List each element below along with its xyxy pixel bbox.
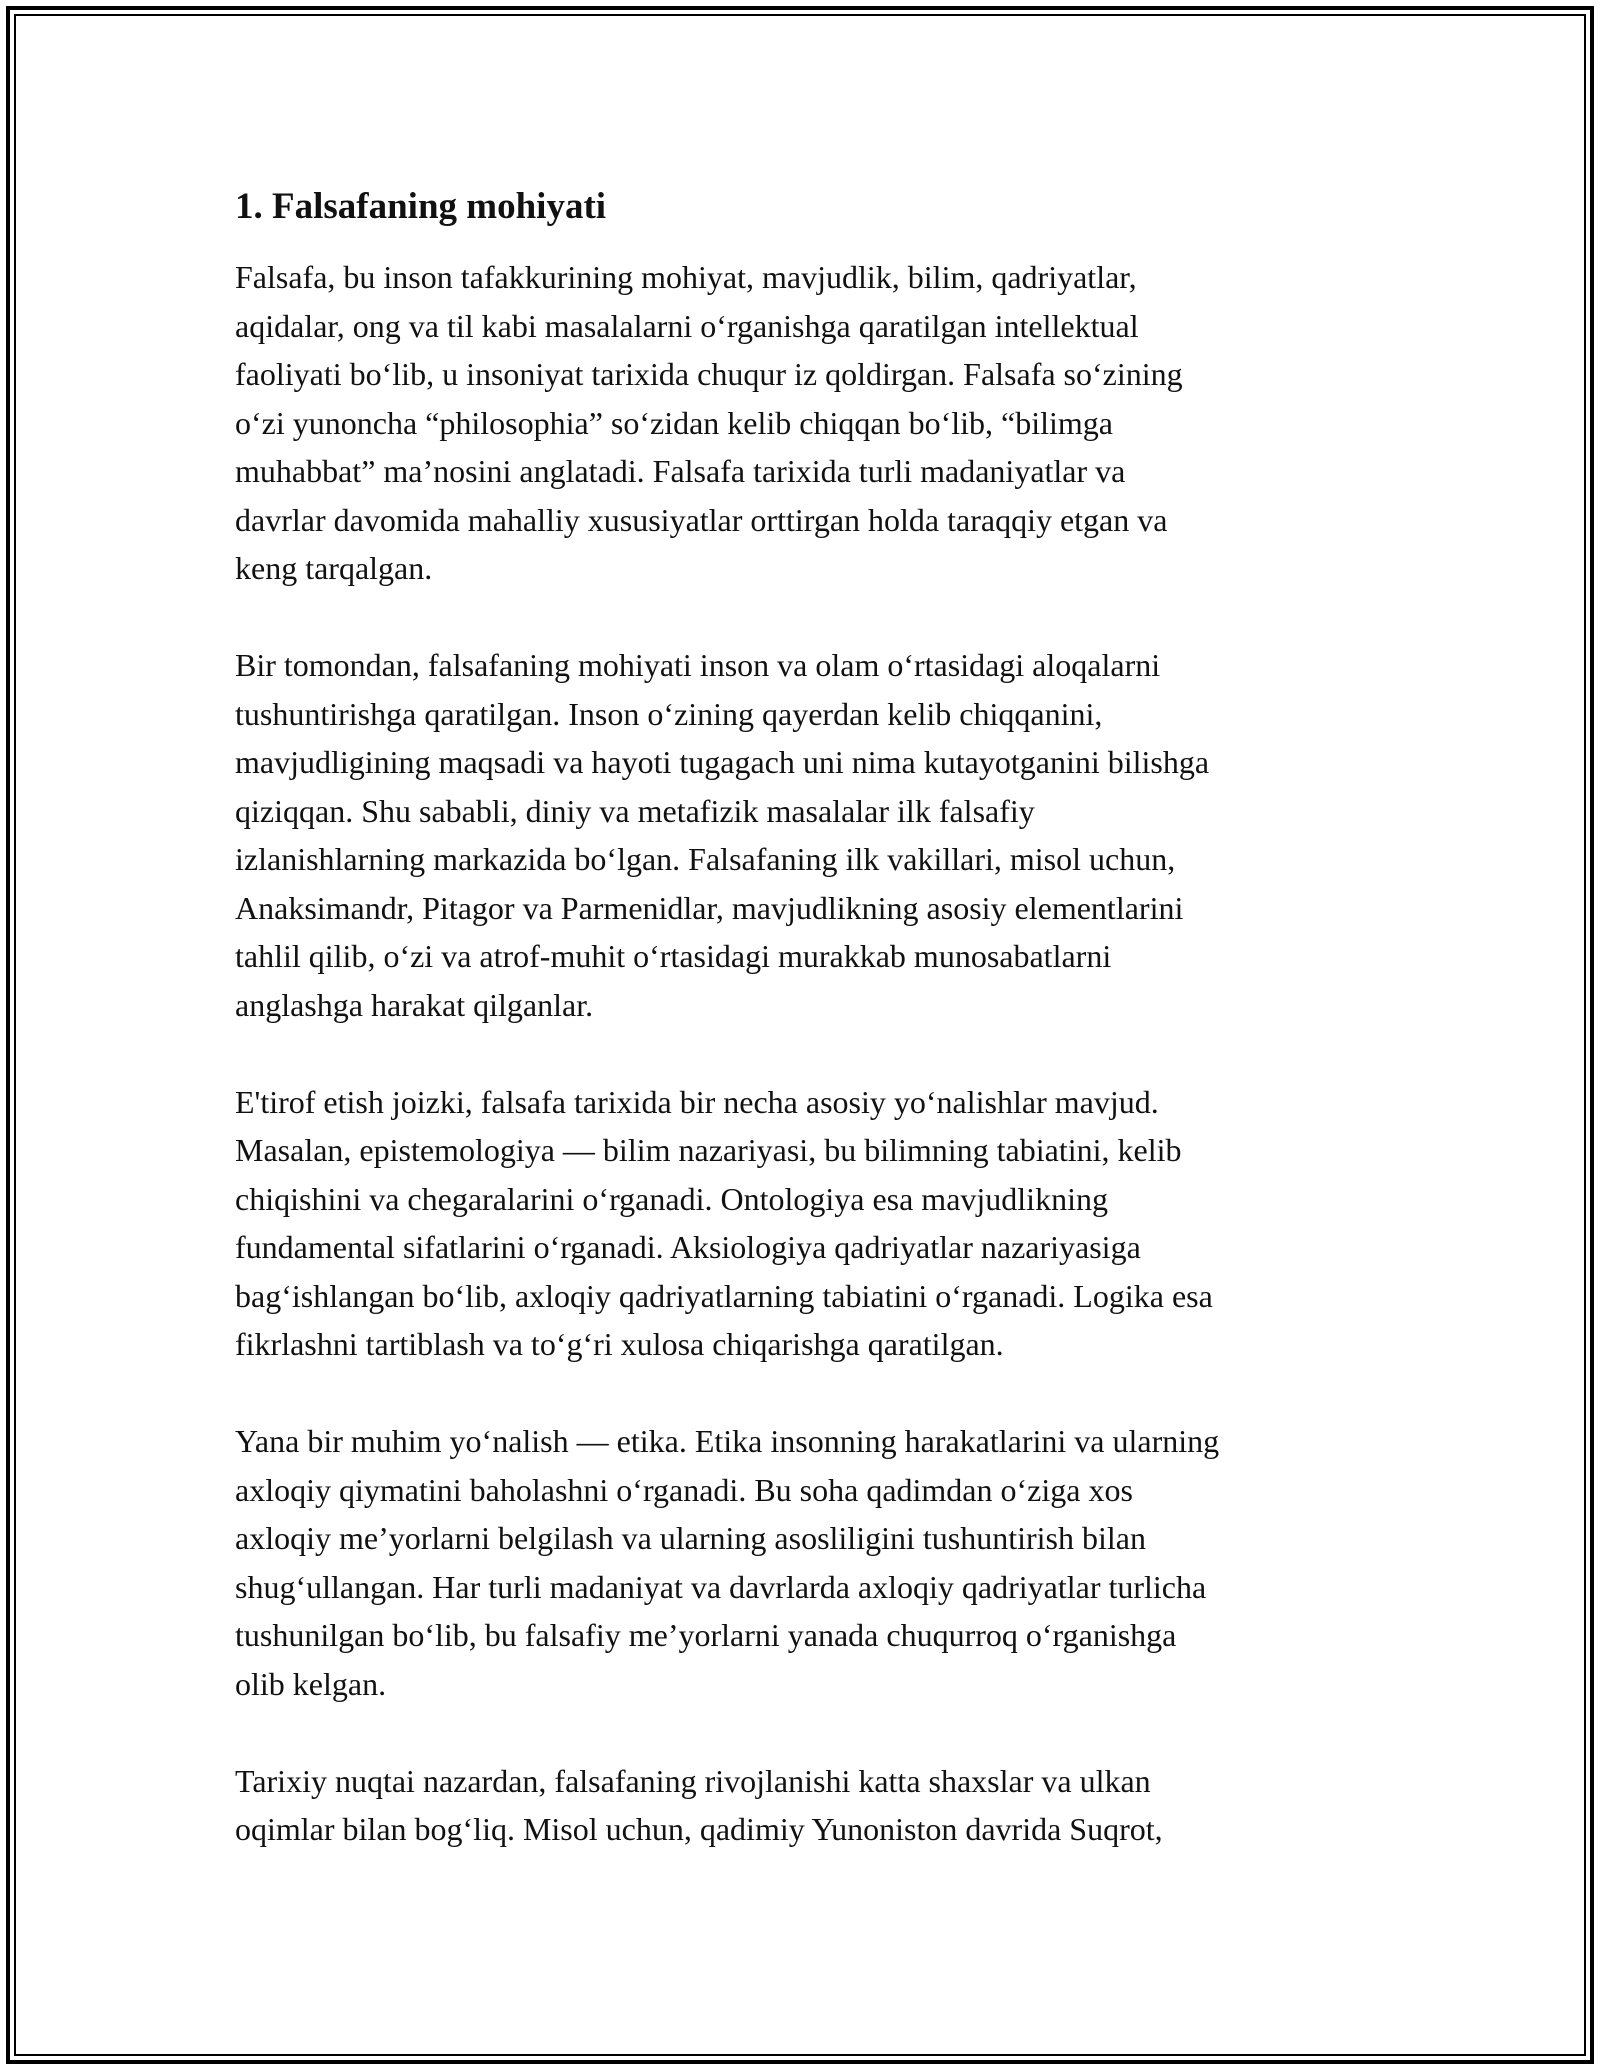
paragraph-4: Yana bir muhim yo‘nalish — etika. Etika insonning harakatlarini va ularning axloqiy qiymatini baholashni o‘rganadi. Bu soha qadimdan o‘ziga xos axloqiy me’yorlarni belgilash va ularning asosliligini tushuntirish bilan shug‘ullangan. Har turli madaniyat va davrlarda axloqiy qadriyatlar turlicha tushunilgan bo‘lib, bu falsafiy me’yorlarni yanada chuqurroq o‘rganishga olib kelgan. (235, 1423, 1220, 1702)
paragraph-2: Bir tomondan, falsafaning mohiyati inson va olam o‘rtasidagi aloqalarni tushuntirishga qaratilgan. Inson o‘zining qayerdan kelib chiqqanini, mavjudligining maqsadi va hayoti tugagach uni nima kutayotganini bilishga qiziqqan. Shu sababli, diniy va metafizik masalalar ilk falsafiy izlanishlarning markazida bo‘lgan. Falsafaning ilk vakillari, misol uchun, Anaksimandr, Pitagor va Parmenidlar, mavjudlikning asosiy elementlarini tahlil qilib, o‘zi va atrof-muhit o‘rtasidagi murakkab munosabatlarni anglashga harakat qilganlar. (235, 647, 1210, 1023)
paragraph-3: E'tirof etish joizki, falsafa tarixida bir necha asosiy yo‘nalishlar mavjud. Masalan, epistemologiya — bilim nazariyasi, bu bilimning tabiatini, kelib chiqishini va chegaralarini o‘rganadi. Ontologiya esa mavjudlikning fundamental sifatlarini o‘rganadi. Aksiologiya qadriyatlar nazariyasiga bag‘ishlangan bo‘lib, axloqiy qadriyatlarning tabiatini o‘rganadi. Logika esa fikrlashni tartiblash va to‘g‘ri xulosa chiqarishga qaratilgan. (235, 1083, 1213, 1362)
paragraph-1: Falsafa, bu inson tafakkurining mohiyat, mavjudlik, bilim, qadriyatlar, aqidalar, ong va til kabi masalalarni o‘rganishga qaratilgan intellektual faoliyati bo‘lib, u insoniyat tarixida chuqur iz qoldirgan. Falsafa so‘zining o‘zi yunoncha “philosophia” so‘zidan kelib chiqqan bo‘lib, “bilimga muhabbat” ma’nosini anglatadi. Falsafa tarixida turli madaniyatlar va davrlar davomida mahalliy xususiyatlar orttirgan holda taraqqiy etgan va keng tarqalgan. (235, 259, 1183, 586)
document-body (235, 185, 1375, 1902)
section-heading: 1. Falsafaning mohiyati (235, 186, 607, 227)
paragraph-5: Tarixiy nuqtai nazardan, falsafaning rivojlanishi katta shaxslar va ulkan oqimlar bilan bog‘liq. Misol uchun, qadimiy Yunoniston davrida Suqrot, (235, 1762, 1163, 1847)
